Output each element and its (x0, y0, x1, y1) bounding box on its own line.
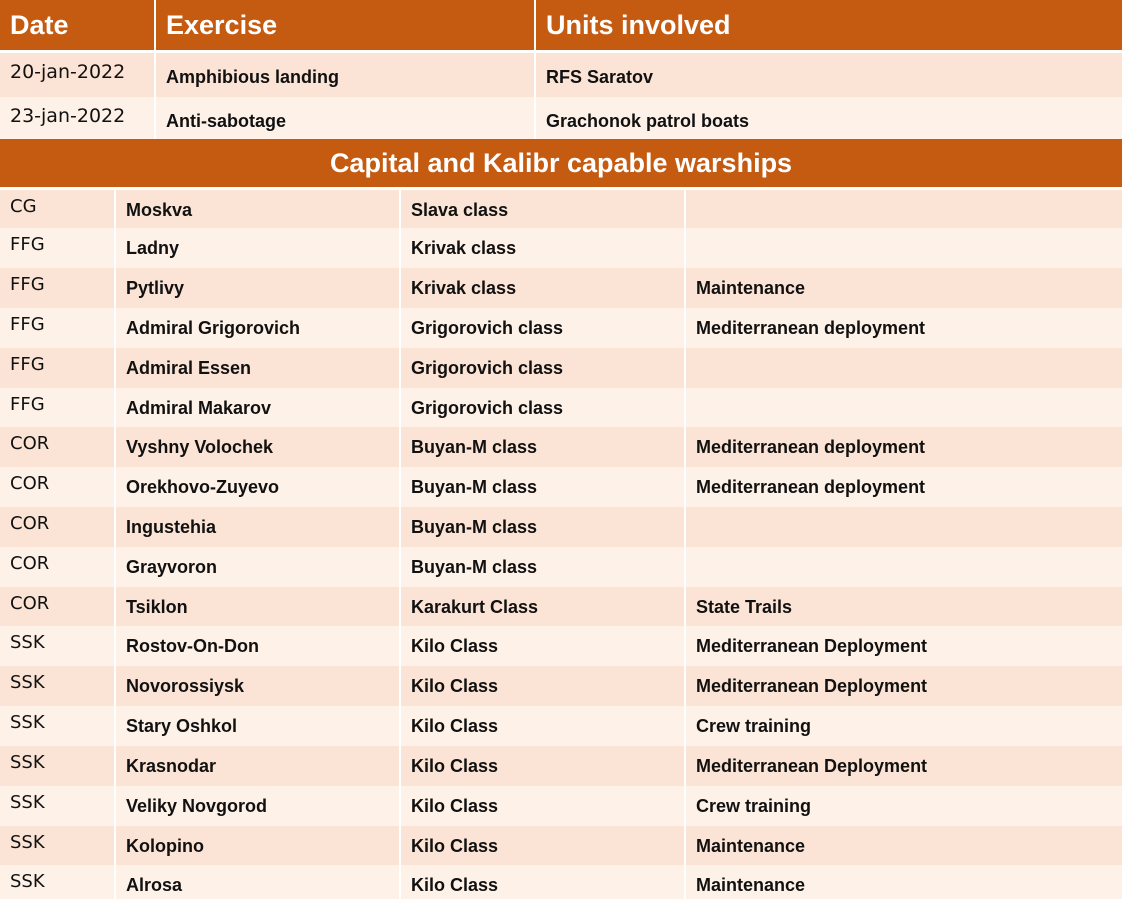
warship-type: SSK (0, 786, 115, 826)
warship-type: FFG (0, 348, 115, 388)
warship-status: Mediterranean Deployment (685, 626, 1122, 666)
warship-row (0, 507, 1122, 547)
warship-row (0, 786, 1122, 826)
warship-row (0, 865, 1122, 899)
warship-class: Krivak class (400, 268, 685, 308)
warship-class: Karakurt Class (400, 587, 685, 627)
warship-class: Buyan-M class (400, 507, 685, 547)
exercise-date: 23-jan-2022 (0, 97, 155, 142)
exercise-units: RFS Saratov (535, 52, 1122, 97)
warship-name: Veliky Novgorod (115, 786, 400, 826)
warship-status: Mediterranean deployment (685, 427, 1122, 467)
warship-row (0, 268, 1122, 308)
warship-row (0, 228, 1122, 268)
warship-row (0, 587, 1122, 627)
warship-type: CG (0, 189, 115, 229)
warship-name: Alrosa (115, 865, 400, 899)
warship-type: FFG (0, 388, 115, 428)
warship-type: COR (0, 467, 115, 507)
warship-name: Orekhovo-Zuyevo (115, 467, 400, 507)
warship-class: Kilo Class (400, 786, 685, 826)
warship-row (0, 666, 1122, 706)
warship-type: FFG (0, 308, 115, 348)
warship-status: Crew training (685, 706, 1122, 746)
warship-type: SSK (0, 826, 115, 866)
exercise-name: Amphibious landing (155, 52, 535, 97)
warship-name: Pytlivy (115, 268, 400, 308)
warship-name: Moskva (115, 189, 400, 229)
exercise-name: Anti-sabotage (155, 97, 535, 142)
warship-status (685, 547, 1122, 587)
warship-row (0, 706, 1122, 746)
warship-class: Kilo Class (400, 706, 685, 746)
warship-name: Vyshny Volochek (115, 427, 400, 467)
warship-class: Slava class (400, 189, 685, 229)
exercise-date: 20-jan-2022 (0, 52, 155, 97)
warship-type: COR (0, 507, 115, 547)
exercise-row (0, 52, 1122, 97)
warship-status (685, 348, 1122, 388)
warship-class: Kilo Class (400, 746, 685, 786)
warship-name: Ingustehia (115, 507, 400, 547)
warship-class: Grigorovich class (400, 348, 685, 388)
header-date: Date (0, 0, 155, 52)
warship-row (0, 746, 1122, 786)
warship-name: Ladny (115, 228, 400, 268)
exercises-table (0, 0, 1122, 142)
warship-status: State Trails (685, 587, 1122, 627)
warship-name: Stary Oshkol (115, 706, 400, 746)
warship-name: Novorossiysk (115, 666, 400, 706)
warship-name: Tsiklon (115, 587, 400, 627)
warship-class: Grigorovich class (400, 388, 685, 428)
warship-row (0, 308, 1122, 348)
warship-type: SSK (0, 666, 115, 706)
warship-class: Kilo Class (400, 666, 685, 706)
warship-class: Kilo Class (400, 826, 685, 866)
warship-status: Mediterranean deployment (685, 467, 1122, 507)
warship-status (685, 228, 1122, 268)
exercise-units: Grachonok patrol boats (535, 97, 1122, 142)
warship-row (0, 826, 1122, 866)
warship-row (0, 547, 1122, 587)
warship-name: Kolopino (115, 826, 400, 866)
warship-type: COR (0, 427, 115, 467)
warship-name: Krasnodar (115, 746, 400, 786)
warships-title-row (0, 139, 1122, 189)
warship-name: Admiral Makarov (115, 388, 400, 428)
warship-class: Kilo Class (400, 865, 685, 899)
warship-name: Rostov-On-Don (115, 626, 400, 666)
warship-status: Mediterranean Deployment (685, 666, 1122, 706)
warship-type: COR (0, 587, 115, 627)
warship-status (685, 388, 1122, 428)
warship-status: Mediterranean deployment (685, 308, 1122, 348)
warship-name: Admiral Essen (115, 348, 400, 388)
warship-row (0, 388, 1122, 428)
header-exercise: Exercise (155, 0, 535, 52)
warship-status (685, 507, 1122, 547)
warship-status: Maintenance (685, 826, 1122, 866)
warship-row (0, 626, 1122, 666)
warship-row (0, 467, 1122, 507)
warship-type: SSK (0, 706, 115, 746)
warship-name: Grayvoron (115, 547, 400, 587)
warship-class: Buyan-M class (400, 547, 685, 587)
warship-row (0, 427, 1122, 467)
warship-type: FFG (0, 268, 115, 308)
warship-class: Grigorovich class (400, 308, 685, 348)
warship-type: SSK (0, 746, 115, 786)
warship-type: COR (0, 547, 115, 587)
warship-type: SSK (0, 626, 115, 666)
header-units-involved: Units involved (535, 0, 1122, 52)
warship-class: Buyan-M class (400, 427, 685, 467)
warships-title: Capital and Kalibr capable warships (0, 139, 1122, 189)
warship-status: Mediterranean Deployment (685, 746, 1122, 786)
warship-status: Crew training (685, 786, 1122, 826)
warship-class: Kilo Class (400, 626, 685, 666)
warship-name: Admiral Grigorovich (115, 308, 400, 348)
warship-class: Buyan-M class (400, 467, 685, 507)
warship-type: SSK (0, 865, 115, 899)
warship-status: Maintenance (685, 865, 1122, 899)
warship-class: Krivak class (400, 228, 685, 268)
warship-row (0, 189, 1122, 229)
exercises-header-row (0, 0, 1122, 52)
warship-status (685, 189, 1122, 229)
exercise-row (0, 97, 1122, 142)
warship-type: FFG (0, 228, 115, 268)
warship-row (0, 348, 1122, 388)
warships-table (0, 139, 1122, 899)
warship-status: Maintenance (685, 268, 1122, 308)
